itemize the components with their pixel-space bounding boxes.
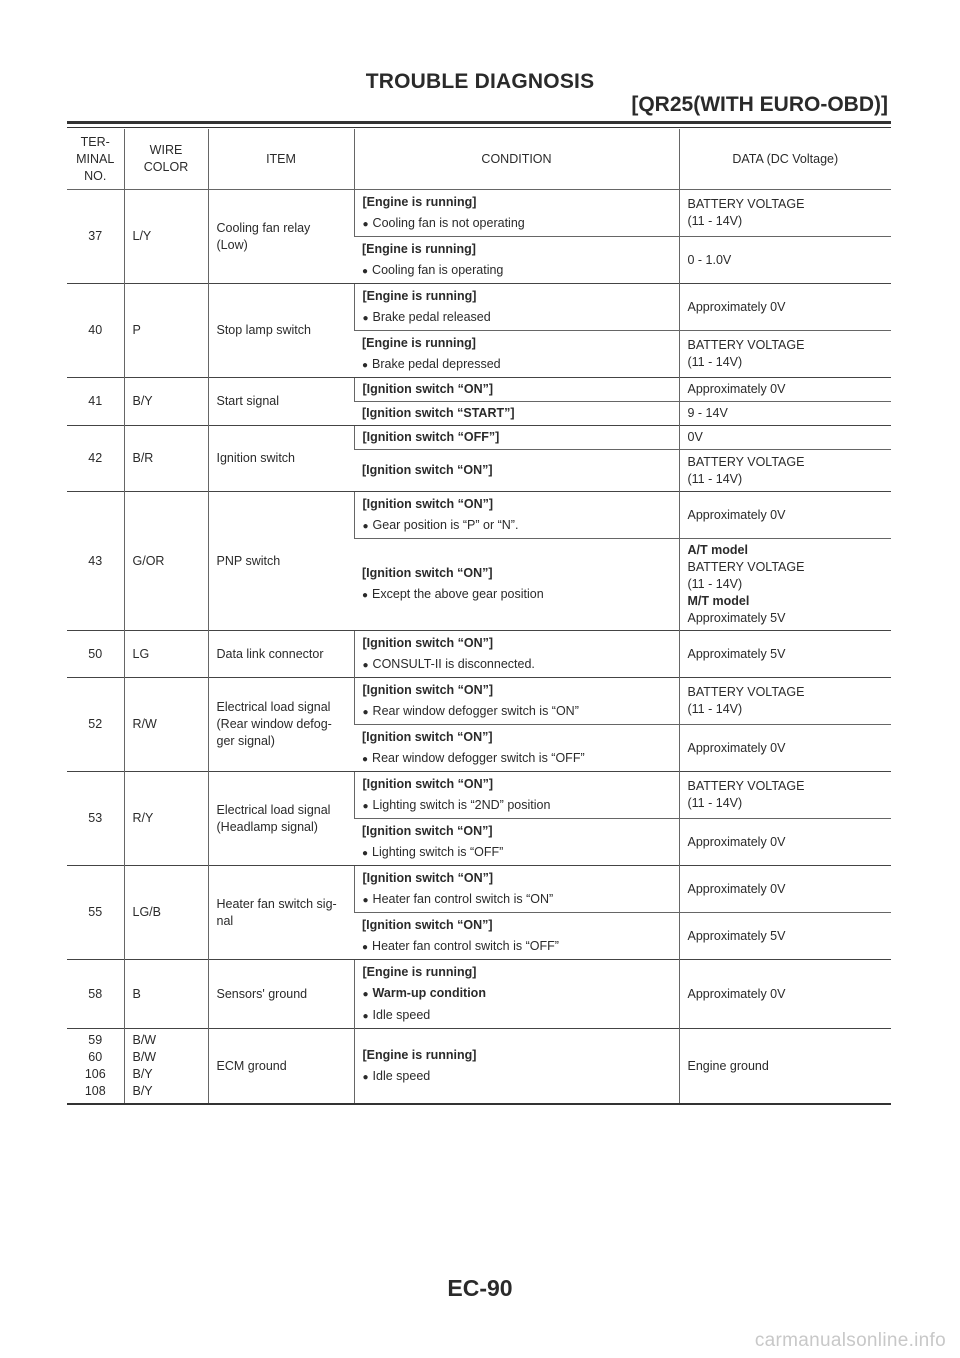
condition-heading: [Ignition switch “ON”]: [362, 823, 493, 838]
data-value: Approximately 0V: [679, 866, 891, 913]
header-rule: [67, 121, 891, 124]
item: Ignition switch: [208, 426, 354, 492]
condition-bullet: ● Rear window defogger switch is “ON”: [363, 703, 671, 721]
wire-color: L/Y: [124, 190, 208, 284]
condition-heading: [Ignition switch “ON”]: [362, 463, 493, 477]
item: ECM ground: [208, 1029, 354, 1105]
condition-bullet: ● Idle speed: [363, 1007, 671, 1025]
bullet-icon: ●: [362, 590, 369, 601]
condition: [354, 913, 679, 960]
data-value: BATTERY VOLTAGE (11 - 14V): [679, 331, 891, 378]
data-value: 0 - 1.0V: [679, 237, 891, 284]
watermark: carmanualsonline.info: [754, 1330, 946, 1351]
condition-bullet: ● Rear window defogger switch is “OFF”: [362, 750, 671, 768]
mt-model-label: M/T model: [687, 594, 750, 608]
condition-heading: [Engine is running]: [362, 335, 476, 350]
wire-color: P: [124, 284, 208, 378]
condition-bullet: ● Except the above gear position: [362, 586, 671, 604]
bullet-icon: ●: [362, 359, 369, 371]
terminal-no: 52: [67, 678, 124, 772]
table-row: [67, 866, 891, 913]
bullet-icon: ●: [362, 659, 369, 671]
item: Electrical load signal (Headlamp signal): [208, 772, 354, 866]
table-row: [67, 378, 891, 402]
at-model-label: A/T model: [687, 543, 748, 557]
terminal-no: 53: [67, 772, 124, 866]
page-number: EC-90: [447, 1275, 513, 1301]
bullet-icon: ●: [362, 894, 369, 906]
item: Cooling fan relay (Low): [208, 190, 354, 284]
table-row: [67, 426, 891, 450]
data-value: Approximately 0V: [679, 378, 891, 402]
item: PNP switch: [208, 492, 354, 631]
wire-color: R/W: [124, 678, 208, 772]
data-value: BATTERY VOLTAGE (11 - 14V): [679, 450, 891, 492]
terminal-no: 37: [67, 190, 124, 284]
at-model-value: BATTERY VOLTAGE (11 - 14V): [687, 560, 805, 591]
condition-heading: [Ignition switch “START”]: [362, 406, 515, 420]
terminal-no: 41: [67, 378, 124, 426]
page-title: TROUBLE DIAGNOSIS: [365, 70, 595, 93]
item: Start signal: [208, 378, 354, 426]
condition: [354, 1029, 679, 1105]
mt-model-value: Approximately 5V: [687, 611, 786, 625]
bullet-icon: ●: [362, 847, 369, 859]
table-row: [67, 492, 891, 539]
table-header-row: [67, 129, 891, 190]
bullet-icon: ●: [362, 218, 369, 230]
condition-heading: [Ignition switch “ON”]: [362, 635, 494, 650]
condition-heading: [Ignition switch “ON”]: [362, 382, 494, 396]
condition-heading: [Ignition switch “ON”]: [362, 496, 494, 511]
condition: [354, 819, 679, 866]
condition-bullet: ● Lighting switch is “OFF”: [362, 844, 671, 862]
col-header-wire-color: WIRE COLOR: [124, 129, 208, 190]
condition-bullet: ● Cooling fan is not operating: [363, 215, 671, 233]
condition-heading: [Ignition switch “ON”]: [362, 729, 493, 744]
condition: [354, 450, 679, 492]
bullet-icon: ●: [362, 520, 369, 532]
table-row: [67, 631, 891, 678]
data-value: Approximately 0V: [679, 960, 891, 1029]
condition-heading: [Ignition switch “ON”]: [362, 566, 493, 580]
col-header-condition: CONDITION: [354, 129, 679, 190]
data-value: Approximately 0V: [679, 492, 891, 539]
col-header-terminal: TER- MINAL NO.: [67, 129, 124, 190]
data-value: BATTERY VOLTAGE (11 - 14V): [679, 678, 891, 725]
condition-heading: [Ignition switch “ON”]: [362, 682, 494, 697]
condition: [354, 402, 679, 426]
terminal-no: 50: [67, 631, 124, 678]
condition: [354, 284, 679, 331]
wire-color: B/Y: [124, 378, 208, 426]
bullet-icon: ●: [362, 265, 369, 277]
condition-bullet: ● Idle speed: [363, 1068, 671, 1086]
header-rule-thin: [67, 127, 891, 128]
condition-bullet: ● Brake pedal released: [363, 309, 671, 327]
table-row: [67, 284, 891, 331]
condition: [354, 539, 679, 631]
data-value: Engine ground: [679, 1029, 891, 1105]
data-value: 0V: [679, 426, 891, 450]
data-value: BATTERY VOLTAGE (11 - 14V): [679, 190, 891, 237]
table-row: [67, 772, 891, 819]
condition: [354, 237, 679, 284]
wire-color: LG/B: [124, 866, 208, 960]
data-value: BATTERY VOLTAGE (11 - 14V): [679, 772, 891, 819]
wire-color: G/OR: [124, 492, 208, 631]
wire-color: R/Y: [124, 772, 208, 866]
condition: [354, 960, 679, 1029]
wire-color: B/R: [124, 426, 208, 492]
condition-heading: [Engine is running]: [362, 288, 477, 303]
table-row: [67, 190, 891, 237]
terminal-no: 42: [67, 426, 124, 492]
bullet-icon: ●: [362, 1071, 369, 1083]
terminal-data-table: [67, 129, 891, 1105]
terminal-no: 55: [67, 866, 124, 960]
condition-heading: [Engine is running]: [362, 241, 476, 256]
bullet-icon: ●: [362, 988, 369, 1000]
condition-heading: [Engine is running]: [362, 1047, 477, 1062]
condition: [354, 725, 679, 772]
data-value: Approximately 5V: [679, 913, 891, 960]
condition-bullet: ● Warm-up condition: [363, 985, 671, 1003]
condition-bullet: ● Heater fan control switch is “ON”: [363, 891, 671, 909]
condition: [354, 426, 679, 450]
data-value: [679, 539, 891, 631]
condition-bullet: ● Lighting switch is “2ND” position: [363, 797, 671, 815]
bullet-icon: ●: [362, 800, 369, 812]
col-header-item: ITEM: [208, 129, 354, 190]
condition-bullet: ● Brake pedal depressed: [362, 356, 671, 374]
condition-bullet: ● Cooling fan is operating: [362, 262, 671, 280]
item: Electrical load signal (Rear window defog- ger signal): [208, 678, 354, 772]
condition-heading: [Engine is running]: [362, 964, 477, 979]
condition-heading: [Ignition switch “ON”]: [362, 917, 493, 932]
wire-color: LG: [124, 631, 208, 678]
item: Data link connector: [208, 631, 354, 678]
table-row: [67, 1029, 891, 1105]
bullet-icon: ●: [362, 1010, 369, 1022]
bullet-icon: ●: [362, 312, 369, 324]
condition: [354, 678, 679, 725]
terminal-no: 58: [67, 960, 124, 1029]
table-row: [67, 960, 891, 1029]
terminal-no: 43: [67, 492, 124, 631]
condition: [354, 378, 679, 402]
data-value: Approximately 0V: [679, 725, 891, 772]
condition-heading: [Ignition switch “ON”]: [362, 776, 494, 791]
condition: [354, 492, 679, 539]
wire-color: B: [124, 960, 208, 1029]
data-value: Approximately 0V: [679, 284, 891, 331]
data-value: Approximately 0V: [679, 819, 891, 866]
condition-heading: [Engine is running]: [362, 194, 477, 209]
condition: [354, 331, 679, 378]
condition-bullet: ● CONSULT-II is disconnected.: [363, 656, 671, 674]
data-value: Approximately 5V: [679, 631, 891, 678]
condition-bullet: ● Gear position is “P” or “N”.: [363, 517, 671, 535]
bullet-icon: ●: [362, 753, 369, 765]
col-header-data: DATA (DC Voltage): [679, 129, 891, 190]
condition: [354, 866, 679, 913]
page-subtitle: [QR25(WITH EURO-OBD)]: [631, 93, 888, 116]
condition-heading: [Ignition switch “OFF”]: [362, 430, 500, 444]
terminal-no: 59 60 106 108: [67, 1029, 124, 1105]
item: Stop lamp switch: [208, 284, 354, 378]
bullet-icon: ●: [362, 941, 369, 953]
condition-heading: [Ignition switch “ON”]: [362, 870, 494, 885]
wire-color: B/W B/W B/Y B/Y: [124, 1029, 208, 1105]
table-row: [67, 678, 891, 725]
bullet-icon: ●: [362, 706, 369, 718]
condition-bullet: ● Heater fan control switch is “OFF”: [362, 938, 671, 956]
condition: [354, 772, 679, 819]
condition: [354, 190, 679, 237]
item: Heater fan switch sig- nal: [208, 866, 354, 960]
data-value: 9 - 14V: [679, 402, 891, 426]
item: Sensors' ground: [208, 960, 354, 1029]
terminal-no: 40: [67, 284, 124, 378]
condition: [354, 631, 679, 678]
